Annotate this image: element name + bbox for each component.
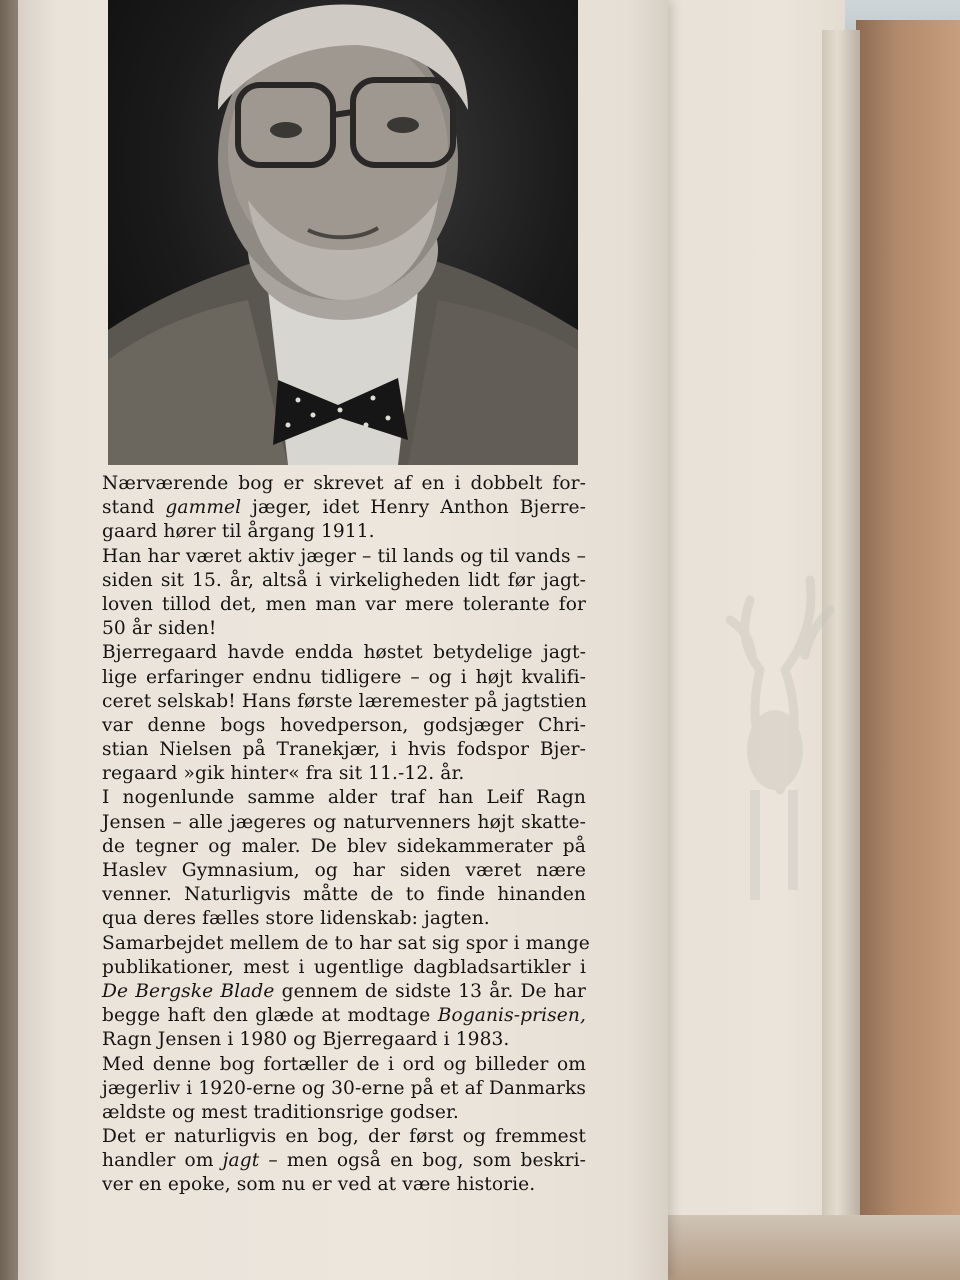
text-line	[102, 907, 586, 931]
text-line	[102, 956, 586, 980]
italic-text: De Bergske Blade	[102, 980, 275, 1002]
text-segment: Haslev Gymnasium, og har siden været nære	[102, 860, 586, 881]
text-line	[102, 641, 586, 665]
italic-text: jagt	[222, 1150, 260, 1172]
flap-text	[102, 472, 590, 1198]
text-segment: qua deres fælles store lidenskab: jagten.	[102, 908, 490, 930]
text-line	[102, 859, 586, 883]
text-segment: publikationer, mest i ugentlige dagbladsartikler i	[102, 956, 586, 978]
text-segment: ceret selskab! Hans første læremester på jagtstien	[102, 690, 587, 712]
text-line	[102, 520, 586, 544]
text-segment: siden sit 15. år, altså i virkeligheden lidt før jagt-	[102, 569, 586, 591]
italic-text: gammel	[165, 497, 242, 519]
text-segment: – men også en bog, som beskri-	[259, 1150, 586, 1172]
text-line	[102, 545, 586, 569]
text-line	[102, 1125, 586, 1149]
text-segment: jæger, idet Henry Anthon Bjerre-	[241, 497, 586, 519]
text-segment: Bjerregaard havde endda høstet betydelige jagt-	[102, 642, 586, 664]
author-portrait	[108, 0, 578, 465]
text-segment: Han har været aktiv jæger – til lands og til vands –	[102, 545, 586, 567]
text-line	[102, 569, 586, 593]
text-segment: stian Nielsen på Tranekjær, i hvis fodspor Bjer-	[102, 739, 586, 761]
book-cover-bottom	[640, 1215, 960, 1280]
text-segment: ver en epoke, som nu er ved at være historie.	[102, 1174, 536, 1196]
text-segment: regaard »gik hinter« fra sit 11.-12. år.	[102, 763, 465, 785]
text-line	[102, 1053, 586, 1077]
text-line	[102, 617, 586, 641]
book-cover-edge	[856, 20, 960, 1280]
text-line	[102, 593, 586, 617]
text-segment: lige erfaringer endnu tidligere – og i højt kvalifi-	[102, 666, 586, 688]
text-segment: Samarbejdet mellem de to har sat sig spor i mange	[102, 932, 590, 954]
text-line	[102, 472, 586, 496]
text-segment: de tegner og maler. De blev sidekammerater på	[102, 835, 586, 857]
text-line	[102, 714, 586, 738]
text-line	[102, 811, 586, 835]
text-segment: loven tillod det, men man var mere tolerante for	[102, 593, 586, 615]
text-segment: gennem de sidste 13 år. De har	[274, 980, 586, 1002]
text-segment: I nogenlunde samme alder traf han Leif Ragn	[102, 787, 586, 809]
text-line	[102, 496, 586, 520]
text-line	[102, 883, 586, 907]
text-segment: begge haft den glæde at modtage	[102, 1005, 438, 1027]
text-line	[102, 666, 586, 690]
text-segment: Det er naturligvis en bog, der først og fremmest	[102, 1126, 586, 1148]
text-line	[102, 1077, 586, 1101]
text-line	[102, 1101, 586, 1125]
text-segment: stand	[102, 497, 166, 519]
text-segment: jægerliv i 1920-erne og 30-erne på et af Danmarks	[102, 1077, 586, 1099]
text-segment: gaard hører til årgang 1911.	[102, 521, 375, 543]
text-segment: var denne bogs hovedperson, godsjæger Chri-	[102, 714, 586, 736]
text-line	[102, 1173, 586, 1197]
text-segment: ældste og mest traditionsrige godser.	[102, 1101, 459, 1123]
deer-watermark-icon	[690, 560, 850, 920]
text-segment: Jensen – alle jægeres og naturvenners højt skatte-	[102, 811, 586, 833]
text-line	[102, 738, 586, 762]
text-segment: venner. Naturligvis måtte de to finde hinanden	[102, 884, 586, 906]
text-line	[102, 1028, 586, 1052]
text-segment: 50 år siden!	[102, 618, 217, 640]
text-segment: Med denne bog fortæller de i ord og billeder om	[102, 1053, 586, 1075]
italic-text: Boganis-prisen,	[437, 1005, 586, 1027]
text-line	[102, 690, 586, 714]
text-line	[102, 932, 590, 956]
text-line	[102, 786, 586, 810]
text-segment: Nærværende bog er skrevet af en i dobbelt for-	[102, 473, 586, 494]
text-segment: handler om	[102, 1150, 223, 1172]
text-line	[102, 835, 586, 859]
text-segment: Ragn Jensen i 1980 og Bjerregaard i 1983.	[102, 1029, 510, 1051]
text-line	[102, 762, 586, 786]
text-line	[102, 1004, 586, 1028]
text-line	[102, 980, 586, 1004]
text-line	[102, 1149, 586, 1173]
